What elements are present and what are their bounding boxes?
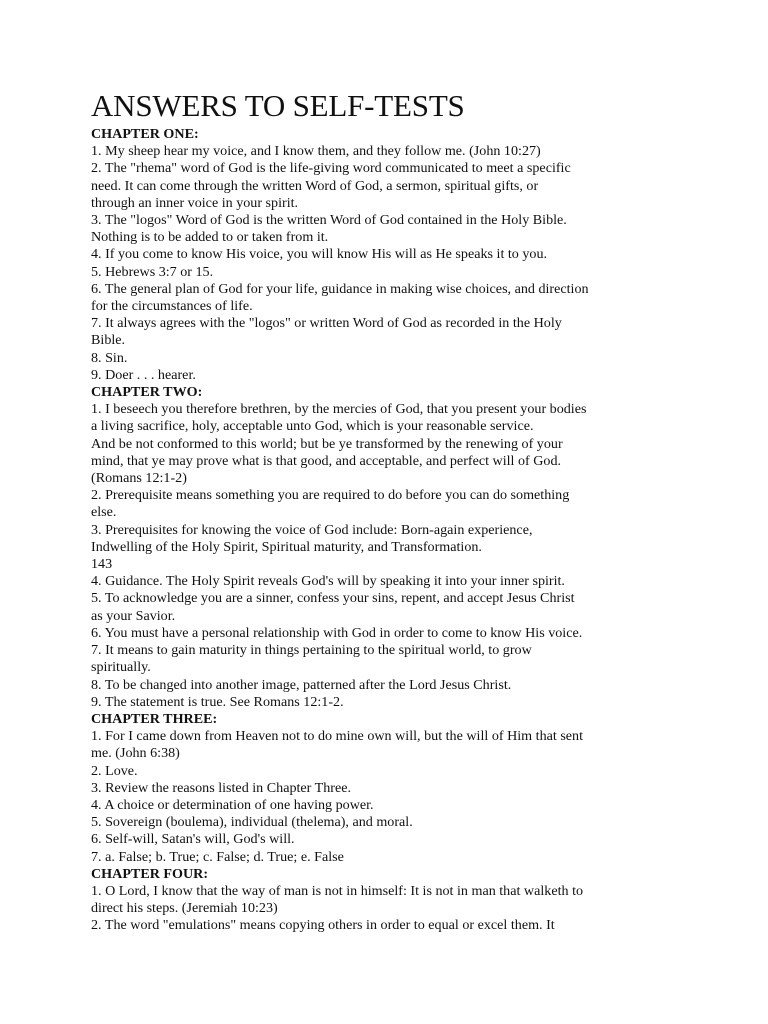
answer-line: 1. For I came down from Heaven not to do mine own will, but the will of Him that sent	[91, 728, 584, 745]
answer-line: 8. To be changed into another image, patterned after the Lord Jesus Christ.	[91, 676, 512, 693]
answer-line: 2. The word "emulations" means copying others in order to equal or excel them. It	[91, 917, 555, 934]
document-page	[91, 88, 731, 935]
answer-line: Bible.	[91, 332, 126, 349]
answer-lines	[91, 126, 731, 935]
answer-line: 1. I beseech you therefore brethren, by the mercies of God, that you present your bodies	[91, 401, 587, 418]
answer-line: 5. Hebrews 3:7 or 15.	[91, 263, 214, 280]
chapter-heading: CHAPTER FOUR:	[91, 865, 209, 882]
answer-line: a living sacrifice, holy, acceptable unto God, which is your reasonable service.	[91, 418, 534, 435]
answer-line: 4. Guidance. The Holy Spirit reveals God's will by speaking it into your inner spirit.	[91, 573, 565, 590]
answer-line: else.	[91, 504, 117, 521]
answer-line: 3. Prerequisites for knowing the voice of God include: Born-again experience,	[91, 521, 533, 538]
answer-line: spiritually.	[91, 659, 151, 676]
answer-line: 4. If you come to know His voice, you will know His will as He speaks it to you.	[91, 246, 548, 263]
answer-line: 9. The statement is true. See Romans 12:1-2.	[91, 693, 344, 710]
answer-line: 1. My sheep hear my voice, and I know them, and they follow me. (John 10:27)	[91, 143, 541, 160]
answer-line: (Romans 12:1-2)	[91, 470, 187, 487]
answer-line: me. (John 6:38)	[91, 745, 180, 762]
answer-line: mind, that ye may prove what is that good, and acceptable, and perfect will of God.	[91, 452, 562, 469]
answer-line: 3. Review the reasons listed in Chapter Three.	[91, 779, 352, 796]
answer-line: 9. Doer . . . hearer.	[91, 366, 196, 383]
answer-line: 4. A choice or determination of one having power.	[91, 796, 374, 813]
answer-line: 5. Sovereign (boulema), individual (thelema), and moral.	[91, 814, 413, 831]
answer-line: Nothing is to be added to or taken from it.	[91, 229, 329, 246]
answer-line: 7. It means to gain maturity in things pertaining to the spiritual world, to grow	[91, 642, 532, 659]
answer-line: 143	[91, 556, 113, 573]
chapter-heading: CHAPTER ONE:	[91, 126, 199, 142]
chapter-heading: CHAPTER THREE:	[91, 710, 218, 727]
chapter-heading: CHAPTER TWO:	[91, 384, 203, 401]
answer-line: Indwelling of the Holy Spirit, Spiritual maturity, and Transformation.	[91, 538, 482, 555]
answer-line: And be not conformed to this world; but be ye transformed by the renewing of your	[91, 435, 563, 452]
answer-line: 2. The "rhema" word of God is the life-giving word communicated to meet a specific	[91, 160, 571, 177]
answer-line: 1. O Lord, I know that the way of man is not in himself: It is not in man that walketh to	[91, 882, 584, 899]
answer-line: 8. Sin.	[91, 349, 128, 366]
answer-line: through an inner voice in your spirit.	[91, 194, 299, 211]
answer-line: 7. It always agrees with the "logos" or written Word of God as recorded in the Holy	[91, 315, 562, 332]
answer-line: 7. a. False; b. True; c. False; d. True; e. False	[91, 848, 344, 865]
answer-line: 2. Love.	[91, 762, 138, 779]
answer-line: for the circumstances of life.	[91, 298, 253, 315]
page-title: ANSWERS TO SELF-TESTS	[91, 88, 465, 123]
answer-line: 6. You must have a personal relationship with God in order to come to know His voice.	[91, 624, 583, 641]
answer-line: need. It can come through the written Word of God, a sermon, spiritual gifts, or	[91, 177, 539, 194]
answer-line: 6. Self-will, Satan's will, God's will.	[91, 831, 295, 848]
answer-line: direct his steps. (Jeremiah 10:23)	[91, 900, 278, 917]
answer-line: 5. To acknowledge you are a sinner, confess your sins, repent, and accept Jesus Christ	[91, 590, 575, 607]
answer-line: as your Savior.	[91, 607, 176, 624]
answer-line: 6. The general plan of God for your life, guidance in making wise choices, and direction	[91, 280, 589, 297]
answer-line: 3. The "logos" Word of God is the written Word of God contained in the Holy Bible.	[91, 212, 567, 229]
answer-line: 2. Prerequisite means something you are required to do before you can do something	[91, 487, 570, 504]
